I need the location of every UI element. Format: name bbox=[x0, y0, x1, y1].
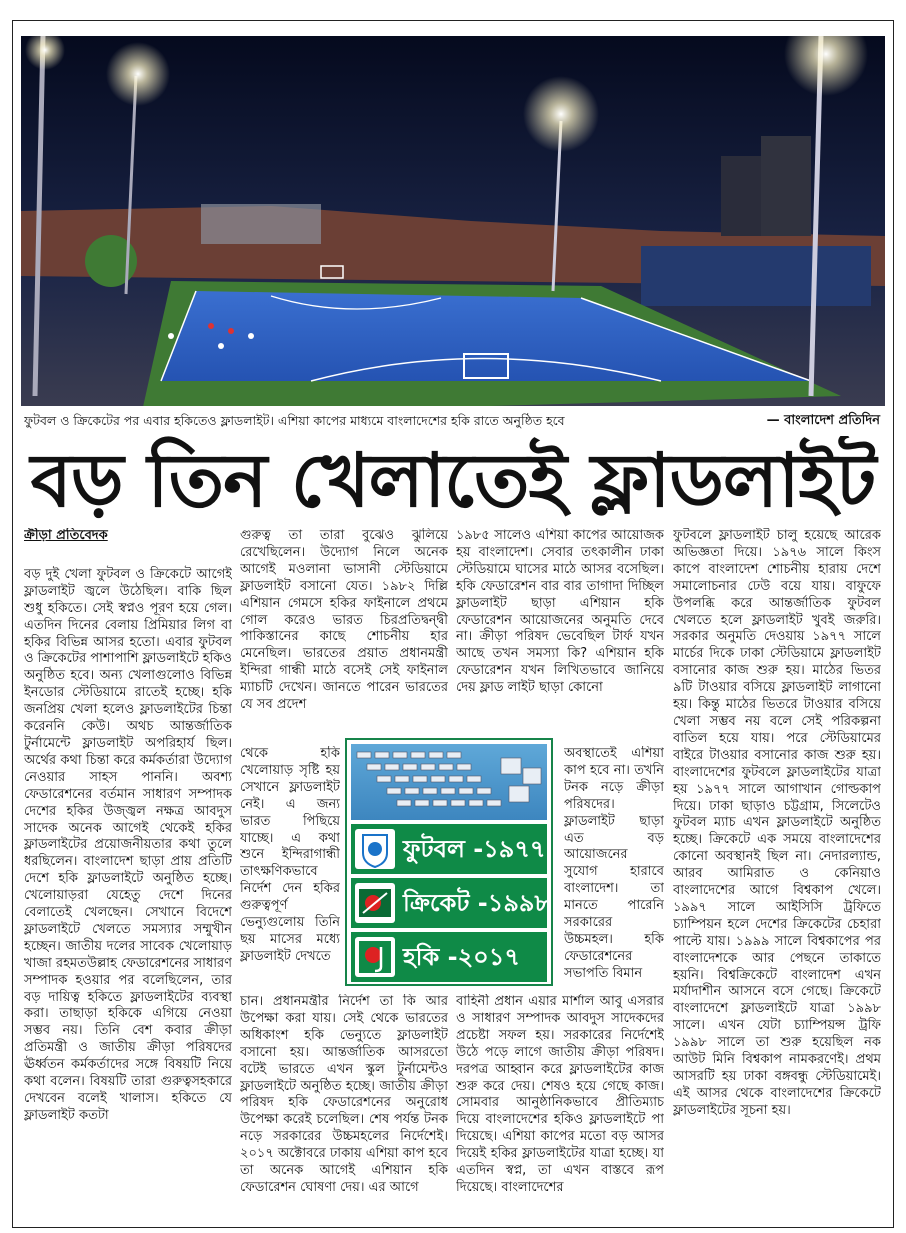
column-2-narrow-text: থেকে হকি খেলোয়াড় সৃষ্টি হয় সেখানে ফ্লাডলাইট নেই। এ জন্য ভারত পিছিয়ে যাচ্ছে। এ কথা শুনে ইন্দিরাগান্ধী তাৎক্ষণিকভাবে নির্দেশ দেন হকির গুরুত্বপূর্ণ ভেন্যুগুলোয় তিনি ছয় মাসের মধ্যে ফ্লাডলাইট দেখতে bbox=[240, 746, 340, 964]
timeline-hockey bbox=[351, 932, 547, 982]
column-3-narrow-text: অবস্থাতেই এশিয়া কাপ হবে না। তখনি টনক নড়ে ক্রীড়া পরিষদের। ফ্লাডলাইট ছাড়া এত বড় আয়োজনের সুযোগ হারাবে বাংলাদেশ। তা মানতে পারেনি সরকারের উচ্চমহল। হকি ফেডারেশনের সভাপতি বিমান bbox=[564, 746, 664, 981]
stadium-photo bbox=[21, 36, 885, 406]
column-3-upper-text: ১৯৮৫ সালেও এশিয়া কাপের আয়োজক হয় বাংলাদেশ। সেবার তৎকালীন ঢাকা স্টেডিয়ামে ঘাসের মাঠে আসর বসেছিল। হকি ফেডারেশন বার বার তাগাদা দিচ্ছিল ফ্লাডলাইট ছাড়া এশিয়ান হকি ফেডারেশন আয়োজনের অনুমতি দেবে না। ক্রীড়া পরিষদ ভেবেছিল টার্ফ যখন আছে তখন সমস্যা কি? এশিয়ান হকি ফেডারেশন যখন লিখিতভাবে জানিয়ে দেয় ফ্লাড লাইট ছাড়া কোনো bbox=[456, 528, 664, 696]
bcb-logo-icon bbox=[355, 883, 395, 923]
column-3-lower-text: বাহিনী প্রধান এয়ার মার্শাল আবু এসরার ও সাধারণ সম্পাদক আবদুস সাদেকদের প্রচেষ্টা সফল হয়। সরকারের নির্দেশেই উঠে পড়ে লাগে জাতীয় ক্রীড়া পরিষদ। দরপত্র আহ্বান করে ফ্লাডলাইটের কাজ শুরু করে দেয়। শেষও হয়ে গেছে কাজ। সোমবার আনুষ্ঠানিকভাবে প্রীতিম্যাচ দিয়ে বাংলাদেশের হকিও ফ্লাডলাইটে পা দিয়েছে। এশিয়া কাপের মতো বড় আসর দিয়েই হকির ফ্লাডলাইটের যাত্রা হচ্ছে। যা এতদিন স্বপ্ন, তা এখন বাস্তবে রূপ দিয়েছে। বাংলাদেশের bbox=[456, 994, 664, 1195]
photo-caption: ফুটবল ও ক্রিকেটের পর এবার হকিতেও ফ্লাডলাইট। এশিয়া কাপের মাধ্যমে বাংলাদেশের হকি রাতে অনুষ্ঠিত হবে bbox=[24, 413, 565, 428]
bhf-logo-icon bbox=[355, 937, 395, 977]
floodlight-timeline-box bbox=[345, 738, 553, 986]
football-year-label: ফুটবল -১৯৭৭ bbox=[403, 835, 546, 863]
photo-credit: — বাংলাদেশ প্রতিদিন bbox=[766, 413, 880, 428]
column-2-lower-text: চান। প্রধানমন্ত্রীর নির্দেশ তা কি আর উপেক্ষা করা যায়। সেই থেকে ভারতের অধিকাংশ হকি ভেন্যুতে ফ্লাডলাইট বসানো হয়। আন্তর্জাতিক আসরতো বটেই ভারতে এখন স্কুল টুর্নামেন্টও ফ্লাডলাইটে অনুষ্ঠিত হচ্ছে। জাতীয় ক্রীড়া পরিষদ হকি ফেডারেশনের অনুরোধ উপেক্ষা করেই চলেছিল। শেষ পর্যন্ত টনক নড়ে সরকারের উচ্চমহলের নির্দেশেই। ২০১৭ অক্টোবরে ঢাকায় এশিয়া কাপ হবে তা অনেক আগেই এশিয়ান হকি ফেডারেশন ঘোষণা দেয়। এর আগে bbox=[240, 994, 448, 1195]
column-1 bbox=[24, 528, 232, 1224]
cricket-year-label: ক্রিকেট -১৯৯৮ bbox=[403, 889, 551, 917]
column-4-text: ফুটবলে ফ্লাডলাইট চালু হয়েছে আরেক অভিজ্ঞতা দিয়ে। ১৯৭৬ সালে কিংস কাপে বাংলাদেশ শোচনীয় হারায় দেশে সমালোচনার ঢেউ বয়ে যায়। বাফুফে উপলব্ধি করে আন্তর্জাতিক ফুটবল খেলতে হলে ফ্লাডলাইট খুবই জরুরি। সরকার অনুমতি দেওয়ায় ১৯৭৭ সালে মার্চের দিকে ঢাকা স্টেডিয়ামে ফ্লাডলাইট বসানোর কাজ শুরু হয়। মাঠের ভিতর ৯টি টাওয়ার বসিয়ে ফ্লাডলাইট লাগানো হয়। কিন্তু মাঠের ভিতরে টাওয়ার বসিয়ে খেলা সম্ভব নয় বলে সেই পরিকল্পনা বাতিল হয়ে যায়। পরে স্টেডিয়ামের বাইরে টাওয়ার বসানোর কাজ শুরু হয়। বাংলাদেশের ফুটবলে ফ্লাডলাইটের যাত্রা হয় ১৯৭৭ সালে আগাখান গোল্ডকাপ দিয়ে। ঢাকা ছাড়াও চট্টগ্রাম, সিলেটেও ফুটবল ম্যাচ এখন ফ্লাডলাইটে অনুষ্ঠিত হচ্ছে। ক্রিকেটে এক সময়ে বাংলাদেশের কোনো অবস্থানই ছিল না। নেদারল্যান্ড, আরব আমিরাত ও কেনিয়াও বাংলাদেশের আগে বিশ্বকাপ খেলে। ১৯৯৭ সালে আইসিসি ট্রফিতে চ্যাম্পিয়ন হলে দেশের ক্রিকেটের চেহারা পাল্টে যায়। ১৯৯৯ সালে বিশ্বকাপের পর বাংলাদেশকে আর পেছনে তাকাতে হয়নি। বিশ্বক্রিকেটে বাংলাদেশ এখন মর্যাদাশীন আসনে বসে গেছে। ক্রিকেটে বাংলাদেশে ফ্লাডলাইটে যাত্রা ১৯৯৮ সালে। এখন যেটা চ্যাম্পিয়ন্স ট্রফি ১৯৯৮ সালে তা শুরু হয়েছিল নক আউট মিনি বিশ্বকাপ নামকরণেই। প্রথম আসরটি হয় ঢাকা বঙ্গবন্ধু স্টেডিয়ামেই। এই আসর থেকে বাংলাদেশের ক্রিকেটে ফ্লাডলাইটের সূচনা হয়। bbox=[673, 528, 881, 1118]
column-4 bbox=[673, 528, 881, 1224]
timeline-cricket bbox=[351, 878, 551, 928]
stadium-floodlight-photo bbox=[21, 36, 885, 406]
headline: বড় তিন খেলাতেই ফ্লাডলাইট bbox=[30, 438, 876, 524]
floodlight-glow bbox=[106, 42, 170, 106]
column-2-upper-text: গুরুত্ব তা তারা বুঝেও ঝুলিয়ে রেখেছিলেন। উদ্যোগ নিলে অনেক আগেই মওলানা ভাসানী স্টেডিয়ামে ফ্লাডলাইট বসানো যেত। ১৯৮২ দিল্লি এশিয়ান গেমসে হকির ফাইনালে প্রথমে গোল করেও ভারত চিরপ্রতিদ্বন্দ্বী পাকিস্তানের কাছে শোচনীয় হার মেনেছিল। ভারতের প্রয়াত প্রধানমন্ত্রী ইন্দিরা গান্ধী মাঠে বসেই সেই ফাইনাল ম্যাচটি দেখেন। জানতে পারেন ভারতের যে সব প্রদেশ bbox=[240, 528, 448, 713]
floodlight-array-image bbox=[351, 744, 547, 820]
floodlight-array-icon bbox=[351, 744, 547, 820]
hockey-year-label: হকি -২০১৭ bbox=[403, 943, 520, 971]
byline: ক্রীড়া প্রতিবেদক bbox=[24, 528, 108, 543]
bff-logo-icon bbox=[355, 829, 395, 869]
timeline-football bbox=[351, 824, 547, 874]
column-1-text: বড় দুই খেলা ফুটবল ও ক্রিকেটে আগেই ফ্লাডলাইট জ্বলে উঠেছিল। বাকি ছিল শুধু হকিতে। সেই স্বপ্নও পূরণ হয়ে গেল। এতদিন দিনের বেলায় প্রিমিয়ার লিগ বা হকির বিভিন্ন আসর হতো। এবার ফুটবল ও ক্রিকেটের পাশাপাশি ফ্লাডলাইটে হকিও অনুষ্ঠিত হবে। অন্য খেলাগুলোও বিভিন্ন ইনডোর স্টেডিয়ামে রাতেই হচ্ছে। হকি জনপ্রিয় খেলা হলেও ফ্লাডলাইটের চিন্তা করেননি কেউ। অথচ আন্তর্জাতিক টুর্নামেন্টে ফ্লাডলাইট অপরিহার্য ছিল। অর্থের কথা চিন্তা করে কর্মকর্তারা উদ্যোগ নেওয়ার সাহস পাননি। অবশ্য ফেডারেশনের বর্তমান সাধারণ সম্পাদক দেশের হকির উজ্জ্বল নক্ষত্র আবদুস সাদেক অনেক আগেই থেকেই হকির ফ্লাডলাইটের প্রয়োজনীয়তার কথা তুলে ধরছিলেন। বাংলাদেশ ছাড়া প্রায় প্রতিটি দেশে হকি ফ্লাডলাইটে অনুষ্ঠিত হচ্ছে। খেলোয়াড়রা যেহেতু দেশে দিনের বেলাতেই খেলছেন। সেখানে বিদেশে ফ্লাডলাইটে খেলতে সমস্যার সম্মুখীন হচ্ছেন। জাতীয় দলের সাবেক খেলোয়াড় খাজা রহমতউল্লাহ ফেডারেশনের সাধারণ সম্পাদক হওয়ার পর বলেছিলেন, তার বড় দায়িত্ব হকিতে ফ্লাডলাইটের ব্যবস্থা করা। তাছাড়া হকিকে এগিয়ে নেওয়া সম্ভব নয়। তিনি বেশ কবার ক্রীড়া প্রতিমন্ত্রী ও জাতীয় ক্রীড়া পরিষদের ঊর্ধ্বতন কর্মকর্তাদের সঙ্গে বিষয়টি নিয়ে কথা বলেন। বিষয়টি তারা গুরুত্বসহকারে দেখবেন বলেই খালাস। হকিতে যে ফ্লাডলাইট কতটা bbox=[24, 566, 232, 1123]
